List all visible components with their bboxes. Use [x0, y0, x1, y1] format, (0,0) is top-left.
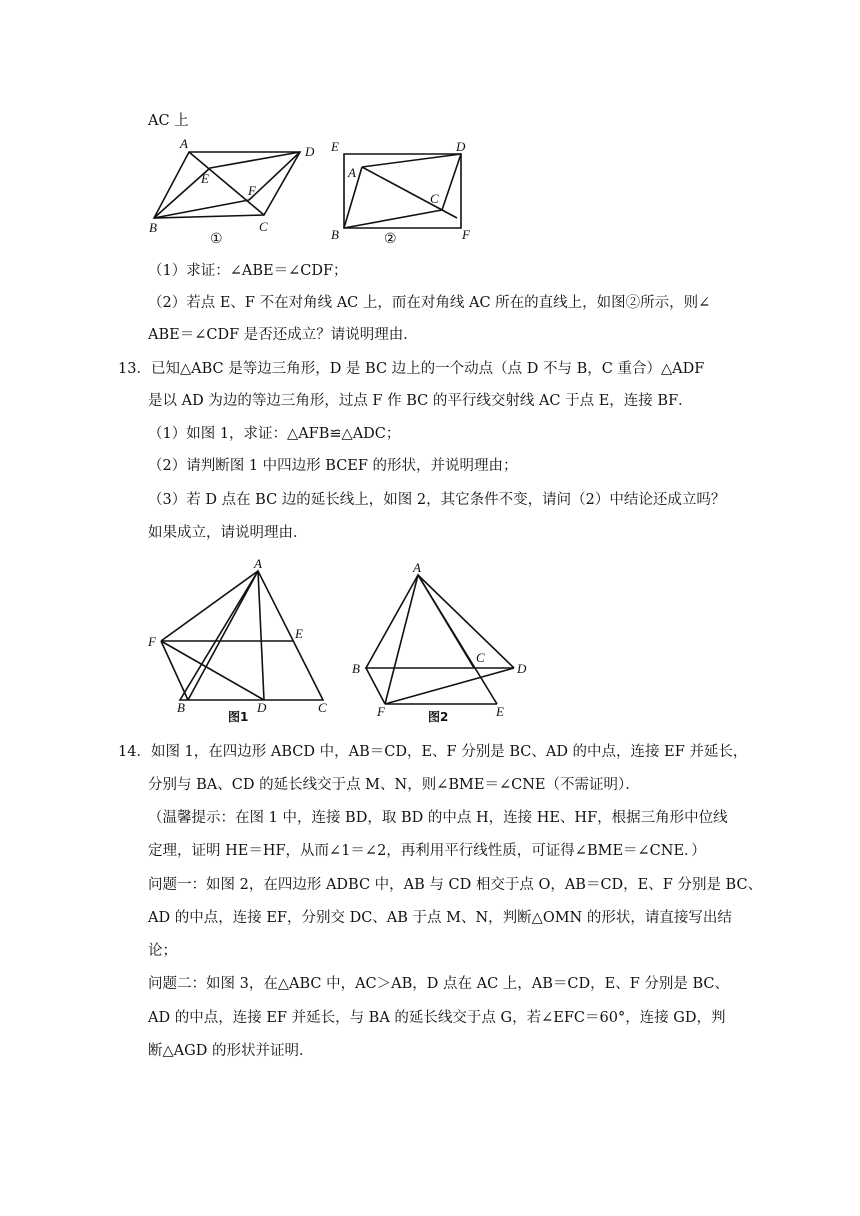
figure-13-1 [140, 556, 340, 725]
figure-12-1 [140, 132, 330, 247]
label-e: E [295, 626, 303, 641]
segment-bd2 [188, 571, 258, 700]
text-line: （温馨提示：在图 1 中，连接 BD，取 BD 的中点 H，连接 HE、HF，根据三角形中位线 [148, 810, 728, 826]
text-line: （1）求证：∠ABE＝∠CDF； [148, 263, 348, 279]
text-line: （3）若 D 点在 BC 边的延长线上，如图 2，其它条件不变，请问（2）中结论还成立吗？ [148, 492, 726, 508]
figure-caption: 图1 [228, 710, 249, 724]
label-e: E [496, 704, 504, 719]
text-line: 断△AGD 的形状并证明． [148, 1043, 314, 1059]
figure-13-2 [345, 560, 530, 725]
text-line: 分别与 BA、CD 的延长线交于点 M、N，则∠BME＝∠CNE（不需证明）． [148, 777, 640, 793]
text-line: 定理，证明 HE＝HF，从而∠1＝∠2，再利用平行线性质，可证得∠BME＝∠CNE．） [148, 843, 706, 859]
line-ac [362, 167, 457, 218]
label-e: E [201, 171, 209, 186]
label-d: D [257, 700, 267, 715]
label-c: C [476, 650, 485, 665]
segment-fb [161, 641, 188, 700]
label-d: D [517, 661, 527, 676]
text-line: 论； [148, 943, 177, 959]
figure-caption: 图2 [428, 710, 449, 724]
label-b: B [149, 220, 157, 235]
segment-bc [344, 210, 442, 228]
text-line: 问题二：如图 3，在△ABC 中，AC＞AB，D 点在 AC 上，AB＝CD，E、F 分别是 BC、 [148, 976, 730, 992]
parallelogram-abcd [154, 152, 300, 218]
segment-ad [258, 571, 264, 700]
label-a: A [348, 165, 356, 180]
label-a: A [254, 556, 262, 571]
text-line: AD 的中点，连接 EF 并延长，与 BA 的延长线交于点 G，若∠EFC＝60°，连接 GD，判 [148, 1010, 726, 1026]
text-line: 如果成立，请说明理由． [148, 525, 308, 541]
label-b: B [177, 700, 185, 715]
label-f: F [148, 634, 156, 649]
label-e: E [331, 139, 339, 154]
segment-fd [385, 668, 514, 704]
text-line: AD 的中点，连接 EF，分别交 DC、AB 于点 M、N，判断△OMN 的形状，请直接写出结 [148, 910, 732, 926]
text-line: 14．如图 1，在四边形 ABCD 中，AB＝CD，E、F 分别是 BC、AD 的中点，连接 EF 并延长， [118, 744, 748, 760]
label-f: F [377, 704, 385, 719]
label-a: A [180, 136, 188, 151]
text-line: ABE＝∠CDF 是否还成立？请说明理由． [148, 327, 418, 343]
label-b: B [352, 661, 360, 676]
label-a: A [413, 560, 421, 575]
label-f: F [248, 183, 256, 198]
label-c: C [430, 191, 439, 206]
label-f: F [462, 227, 470, 242]
segment-af [161, 571, 258, 641]
segment-fd [161, 641, 264, 700]
label-c: C [259, 219, 268, 234]
text-line: 问题一：如图 2，在四边形 ADBC 中，AB 与 CD 相交于点 O，AB＝CD，E、F 分别是 BC、 [148, 877, 763, 893]
segment-cd [442, 154, 461, 210]
figure-caption: ① [210, 232, 223, 247]
segment-ad [362, 154, 461, 167]
label-b: B [331, 227, 339, 242]
label-d: D [305, 144, 315, 159]
text-line: 是以 AD 为边的等边三角形，过点 F 作 BC 的平行线交射线 AC 于点 E，连接 BF． [148, 393, 693, 409]
text-line: 13．已知△ABC 是等边三角形，D 是 BC 边上的一个动点（点 D 不与 B，C 重合）△ADF [118, 361, 705, 377]
segment-bf [366, 668, 385, 704]
text-line: （2）若点 E、F 不在对角线 AC 上，而在对角线 AC 所在的直线上，如图②所示，则∠ [148, 295, 711, 311]
figure-12-2 [330, 132, 480, 247]
segment-af [385, 575, 418, 704]
text-line: AC 上 [148, 113, 189, 129]
label-c: C [318, 700, 327, 715]
triangle-abc [366, 575, 474, 668]
text-line: （2）请判断图 1 中四边形 BCEF 的形状，并说明理由； [148, 458, 518, 474]
text-line: （1）如图 1，求证：△AFB≌△ADC； [148, 426, 401, 442]
label-d: D [456, 139, 466, 154]
figure-caption: ② [384, 232, 397, 247]
